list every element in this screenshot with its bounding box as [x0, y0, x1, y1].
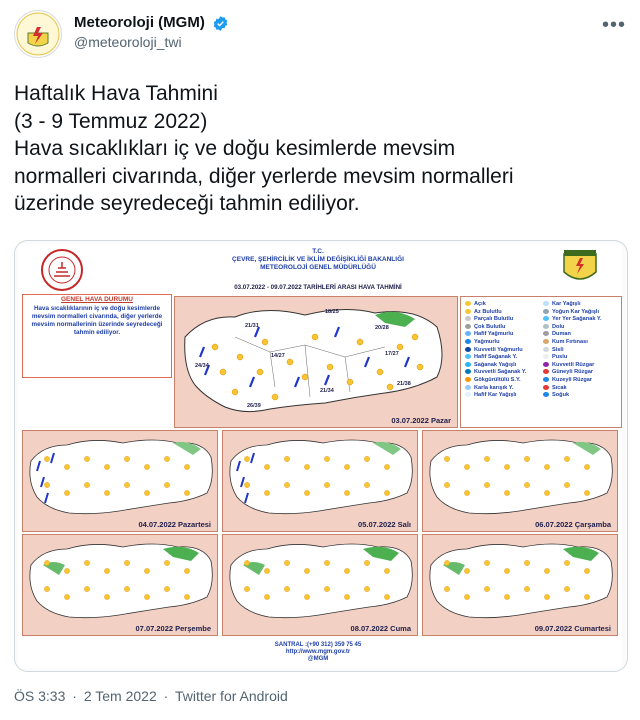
- legend-item: [465, 331, 526, 339]
- legend-swatch-icon: [465, 377, 471, 382]
- main-temp: 20/28: [375, 325, 389, 331]
- legend-item: [465, 362, 526, 370]
- legend-swatch-icon: [543, 369, 549, 374]
- legend-label: Kar Yağışlı: [552, 301, 581, 307]
- legend-item: [465, 354, 526, 362]
- legend-swatch-icon: [543, 331, 549, 336]
- legend-item: [465, 392, 526, 400]
- legend-left: [465, 301, 526, 400]
- legend-swatch-icon: [465, 385, 471, 390]
- legend-swatch-icon: [465, 331, 471, 336]
- legend-label: Kuvvetli Sağanak Y.: [474, 369, 527, 376]
- tweet-time[interactable]: ÖS 3:33: [14, 688, 66, 704]
- day-map-date: 07.07.2022 Perşembe: [135, 624, 211, 633]
- legend-swatch-icon: [543, 392, 549, 397]
- legend-swatch-icon: [543, 339, 549, 344]
- legend-label: Yer Yer Sağanak Y.: [552, 316, 602, 323]
- legend-item: [465, 377, 526, 385]
- ministry-seal-icon: [40, 248, 84, 292]
- legend-item: [543, 324, 602, 332]
- legend-item: [543, 369, 602, 377]
- legend-item: [543, 301, 602, 309]
- legend-label: Kum Fırtınası: [552, 338, 588, 345]
- legend-item: [543, 385, 602, 393]
- legend-label: Yağmurlu: [474, 338, 500, 345]
- main-temp: 24/34: [195, 363, 209, 369]
- verified-badge-icon: [212, 15, 229, 32]
- legend-label: Az Bulutlu: [474, 308, 502, 315]
- legend-swatch-icon: [543, 354, 549, 359]
- legend-label: Kuvvetli Rüzgar: [552, 361, 595, 368]
- day-map-date: 08.07.2022 Cuma: [350, 624, 411, 633]
- legend-swatch-icon: [465, 392, 471, 397]
- footer-line: http://www.mgm.gov.tr: [285, 649, 351, 655]
- day-map-panel: [222, 534, 418, 636]
- footer-line: @MGM: [307, 656, 329, 662]
- legend-swatch-icon: [543, 309, 549, 314]
- day-map-date: 04.07.2022 Pazartesi: [138, 520, 211, 529]
- legend-item: [543, 309, 602, 317]
- tweet-client[interactable]: Twitter for Android: [174, 688, 288, 704]
- forecast-poster: [18, 244, 622, 668]
- legend-label: Yoğun Kar Yağışlı: [552, 308, 600, 315]
- main-map-panel: [174, 296, 458, 428]
- tweet-header: [14, 10, 626, 60]
- legend-swatch-icon: [543, 347, 549, 352]
- legend-item: [465, 316, 526, 324]
- legend-swatch-icon: [543, 385, 549, 390]
- legend-label: Karla karışık Y.: [474, 384, 514, 391]
- legend-swatch-icon: [465, 347, 471, 352]
- legend-item: [543, 347, 602, 355]
- legend-label: Kuzeyli Rüzgar: [552, 376, 593, 383]
- day-map-panel: [222, 430, 418, 532]
- legend-swatch-icon: [543, 377, 549, 382]
- main-temp: 17/27: [385, 351, 399, 357]
- legend-label: Puslu: [552, 354, 568, 361]
- handle[interactable]: @meteoroloji_twi: [74, 34, 182, 51]
- poster-header-line: ÇEVRE, ŞEHİRCİLİK VE İKLİM DEĞİŞİKLİĞİ BAKANLIĞI: [232, 256, 404, 263]
- legend-swatch-icon: [465, 362, 471, 367]
- tweet-meta: [14, 688, 291, 704]
- poster-header-line: METEOROLOJİ GENEL MÜDÜRLÜĞÜ: [260, 264, 376, 271]
- legend-swatch-icon: [465, 369, 471, 374]
- main-temp: 14/27: [271, 353, 285, 359]
- legend-item: [465, 339, 526, 347]
- main-temp: 26/39: [247, 403, 261, 409]
- legend-item: [465, 369, 526, 377]
- legend-item: [543, 362, 602, 370]
- more-dots-icon[interactable]: •••: [601, 14, 626, 36]
- legend-label: Açık: [474, 301, 486, 307]
- legend-swatch-icon: [465, 354, 471, 359]
- legend-label: Hafif Sağanak Y.: [474, 354, 518, 361]
- meta-separator: ·: [72, 688, 77, 704]
- legend-label: Sıcak: [552, 384, 567, 391]
- legend-item: [543, 377, 602, 385]
- legend-swatch-icon: [543, 324, 549, 329]
- legend-label: Kuvvetli Yağmurlu: [474, 346, 523, 353]
- main-temp: 18/25: [325, 309, 339, 315]
- legend: [460, 296, 622, 428]
- footer-line: SANTRAL :(+90 312) 359 75 45: [274, 642, 362, 648]
- legend-item: [543, 354, 602, 362]
- main-temp: 21/34: [320, 388, 334, 394]
- legend-swatch-icon: [465, 316, 471, 321]
- tweet-text: Haftalık Hava Tahmini (3 - 9 Temmuz 2022) Hava sıcaklıkları iç ve doğu kesimlerde mevsim normalleri civarında, diğer yerlerde mevsim normalleri üzerinde seyredeceği tahmin ediliyor.: [14, 82, 514, 215]
- main-temp: 21/31: [245, 323, 259, 329]
- legend-item: [465, 301, 526, 309]
- legend-label: Duman: [552, 331, 571, 338]
- day-map-panel: [422, 430, 618, 532]
- legend-label: Güneyli Rüzgar: [552, 369, 594, 376]
- poster-header: [178, 248, 458, 272]
- legend-label: Parçalı Bulutlu: [474, 316, 514, 323]
- legend-item: [543, 316, 602, 324]
- legend-label: Soğuk: [552, 392, 570, 399]
- day-map-panel: [22, 430, 218, 532]
- day-map-panel: [422, 534, 618, 636]
- legend-item: [543, 331, 602, 339]
- legend-label: Hafif Kar Yağışlı: [474, 392, 517, 399]
- legend-item: [465, 385, 526, 393]
- avatar[interactable]: [14, 10, 62, 58]
- poster-period: 03.07.2022 - 09.07.2022 TARİHLERİ ARASI HAVA TAHMİNİ: [234, 284, 402, 291]
- legend-swatch-icon: [543, 316, 549, 321]
- mgm-logo-icon: [560, 246, 600, 288]
- general-weather-text: Hava sıcaklıklarının iç ve doğu kesimlerde mevsim normalleri civarında, diğer yerlerde mevsim normallerinin üzerinde seyredeceği tahmin ediliyor.: [31, 305, 163, 336]
- day-map-date: 06.07.2022 Çarşamba: [535, 520, 611, 529]
- legend-item: [465, 347, 526, 355]
- legend-right: [543, 301, 602, 400]
- legend-label: Dolu: [552, 323, 565, 330]
- day-map-date: 09.07.2022 Cumartesi: [534, 624, 611, 633]
- legend-swatch-icon: [465, 301, 471, 306]
- general-weather-title: GENEL HAVA DURUMU: [61, 296, 133, 303]
- day-map-date: 05.07.2022 Salı: [358, 520, 411, 529]
- poster-footer: [218, 642, 418, 663]
- poster-header-line: T.C.: [312, 248, 324, 255]
- main-temp: 21/38: [397, 381, 411, 387]
- legend-swatch-icon: [465, 309, 471, 314]
- legend-item: [543, 339, 602, 347]
- legend-label: Sisli: [552, 346, 564, 353]
- legend-item: [465, 309, 526, 317]
- general-weather-box: [22, 294, 172, 378]
- legend-swatch-icon: [465, 324, 471, 329]
- legend-item: [465, 324, 526, 332]
- day-map-panel: [22, 534, 218, 636]
- legend-item: [543, 392, 602, 400]
- legend-label: Sağanak Yağışlı: [474, 361, 517, 368]
- tweet-date[interactable]: 2 Tem 2022: [83, 688, 157, 704]
- legend-label: Gökgürültülü S.Y.: [474, 376, 521, 383]
- meta-separator: ·: [163, 688, 169, 704]
- main-map-date: 03.07.2022 Pazar: [391, 416, 451, 425]
- legend-swatch-icon: [543, 362, 549, 367]
- legend-swatch-icon: [465, 339, 471, 344]
- tweet-media[interactable]: [14, 240, 628, 672]
- legend-swatch-icon: [543, 301, 549, 306]
- legend-label: Hafif Yağmurlu: [474, 331, 514, 338]
- legend-label: Çok Bulutlu: [474, 323, 506, 330]
- display-name[interactable]: Meteoroloji (MGM): [74, 14, 205, 31]
